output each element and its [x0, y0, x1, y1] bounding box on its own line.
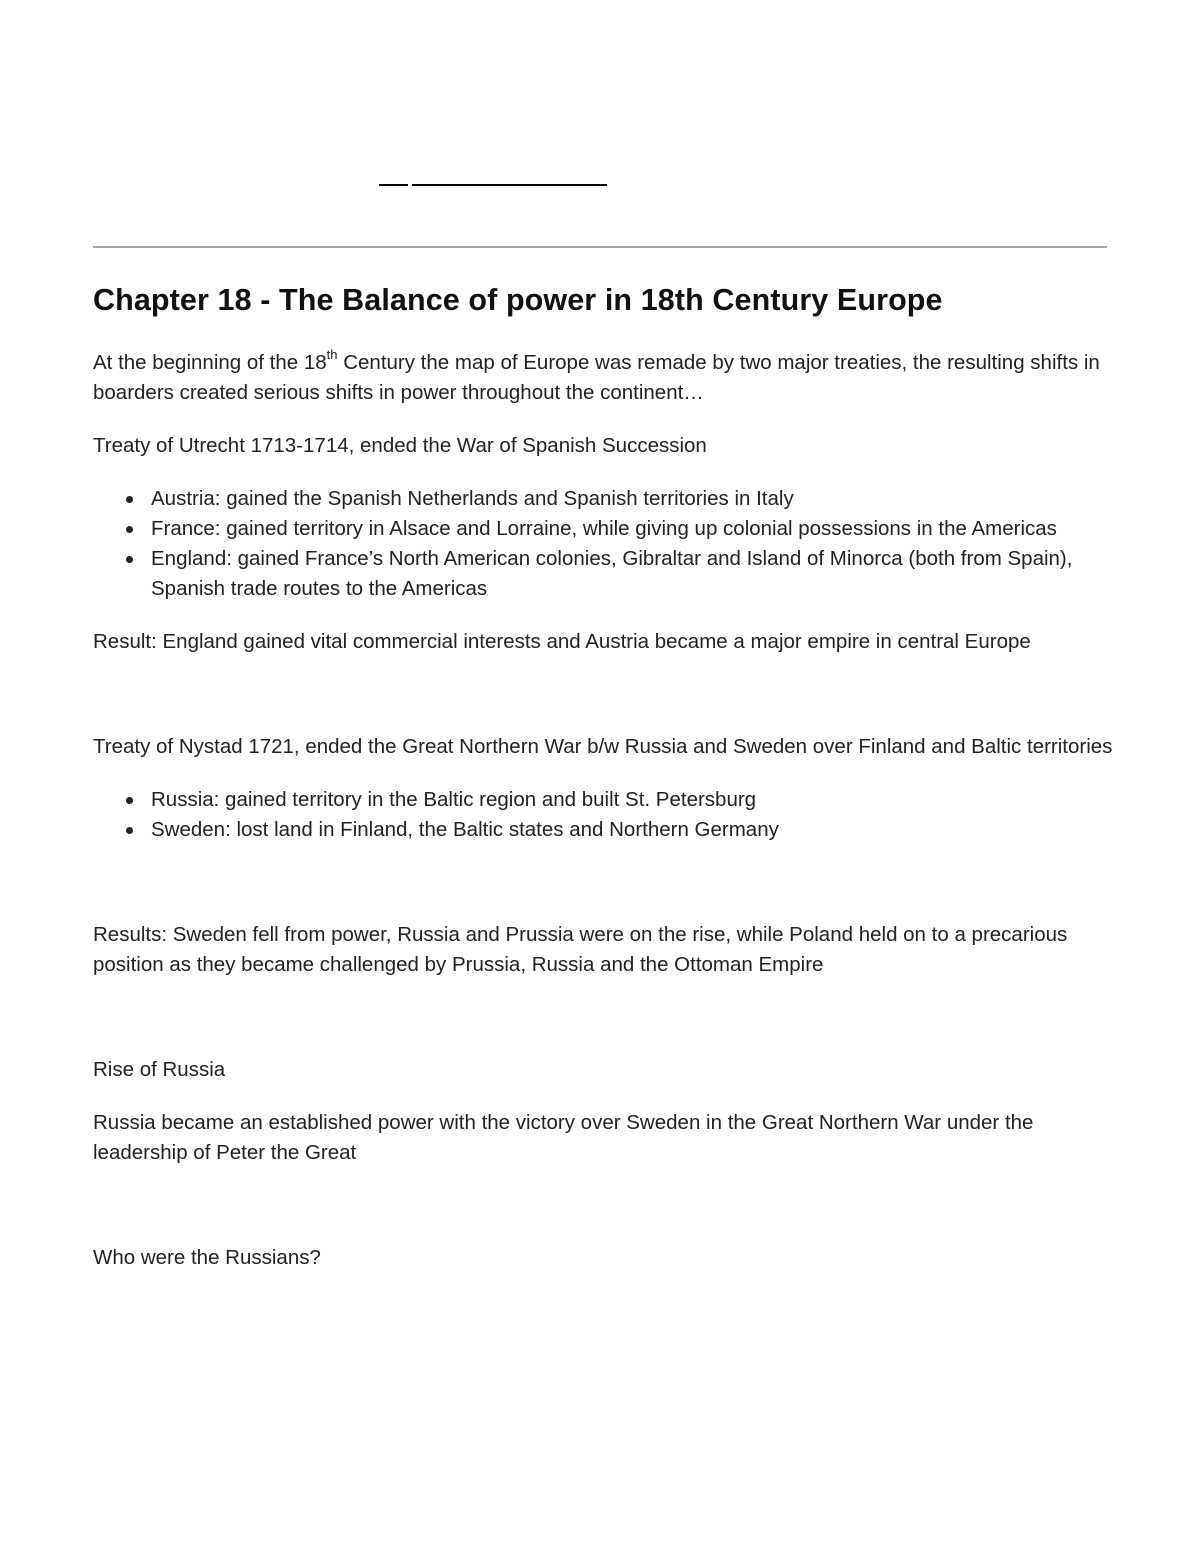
- utrecht-heading: Treaty of Utrecht 1713-1714, ended the War of Spanish Succession: [93, 434, 707, 457]
- nystad-result: Results: Sweden fell from power, Russia and Prussia were on the rise, while Poland held on to a precarious position as they became challenged by Prussia, Russia and the Ottoman Empire: [93, 923, 1068, 976]
- bullet-icon: [126, 556, 133, 563]
- ordinal-superscript: th: [326, 347, 338, 363]
- nystad-heading: Treaty of Nystad 1721, ended the Great Northern War b/w Russia and Sweden over Finland and Baltic territories: [93, 735, 1113, 758]
- bullet-icon: [126, 496, 133, 503]
- utrecht-result: Result: England gained vital commercial interests and Austria became a major empire in central Europe: [93, 630, 1031, 653]
- list-item-text: Austria: gained the Spanish Netherlands and Spanish territories in Italy: [151, 487, 794, 510]
- document-body: [93, 278, 1113, 1273]
- blank-line-segment: [412, 184, 607, 186]
- list-item-text: Russia: gained territory in the Baltic region and built St. Petersburg: [151, 788, 757, 811]
- list-item: [93, 785, 1113, 815]
- bullet-icon: [126, 526, 133, 533]
- utrecht-list: [93, 484, 1113, 604]
- bullet-icon: [126, 827, 133, 834]
- list-item: [93, 484, 1113, 514]
- intro-text-end: Century the map of Europe was remade by two major treaties, the resulting shifts in boarders created serious shifts in power throughout the continent…: [93, 351, 1100, 404]
- list-item: [93, 815, 1113, 845]
- horizontal-rule: [93, 246, 1107, 248]
- blank-line-segment: [379, 184, 408, 186]
- russia-paragraph: Russia became an established power with the victory over Sweden in the Great Northern War under the leadership of Peter the Great: [93, 1111, 1034, 1164]
- list-item-text: France: gained territory in Alsace and Lorraine, while giving up colonial possessions in the Americas: [151, 517, 1057, 540]
- list-item-text: England: gained France’s North American colonies, Gibraltar and Island of Minorca (both from Spain), Spanish trade routes to the Americas: [151, 547, 1073, 600]
- nystad-list: [93, 785, 1113, 845]
- russia-heading: Rise of Russia: [93, 1058, 226, 1081]
- list-item: [93, 514, 1113, 544]
- list-item: [93, 544, 1113, 604]
- russians-question: Who were the Russians?: [93, 1246, 321, 1269]
- intro-paragraph: [93, 348, 1113, 408]
- intro-text-start: At the beginning of the 18: [93, 351, 327, 374]
- chapter-title: Chapter 18 - The Balance of power in 18th Century Europe: [93, 283, 943, 317]
- bullet-icon: [126, 797, 133, 804]
- list-item-text: Sweden: lost land in Finland, the Baltic states and Northern Germany: [151, 818, 779, 841]
